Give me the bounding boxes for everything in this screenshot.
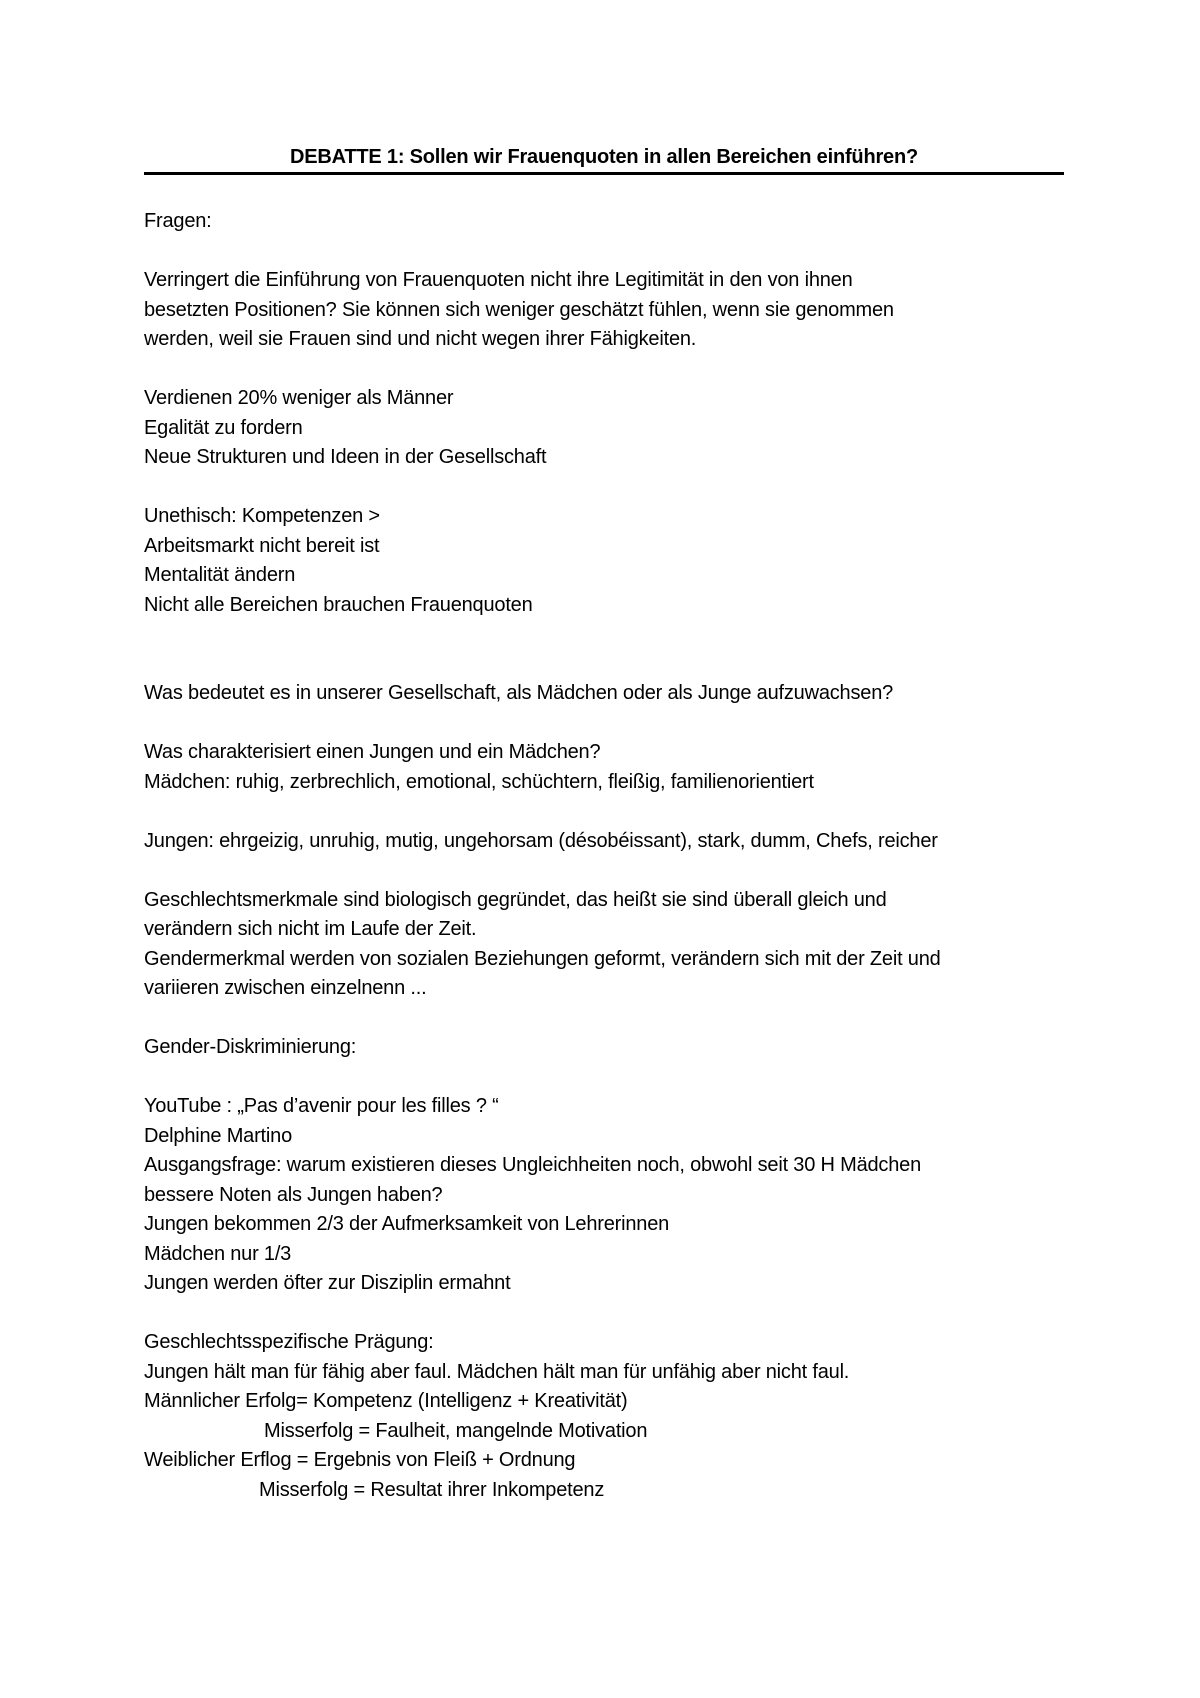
paragraph-line: verändern sich nicht im Laufe der Zeit.: [144, 918, 477, 940]
paragraph-line: werden, weil sie Frauen sind und nicht wegen ihrer Fähigkeiten.: [144, 328, 697, 350]
characterization-question: Was charakterisiert einen Jungen und ein Mädchen?: [144, 741, 601, 763]
question-growing-up: Was bedeutet es in unserer Gesellschaft, als Mädchen oder als Junge aufzuwachsen?: [144, 682, 894, 704]
list-item: Verdienen 20% weniger als Männer: [144, 387, 454, 409]
contra-points-list: [144, 502, 1084, 620]
boys-traits: Jungen: ehrgeizig, unruhig, mutig, ungehorsam (désobéissant), stark, dumm, Chefs, reicher: [144, 829, 938, 852]
male-success: Männlicher Erfolg= Kompetenz (Intelligenz + Kreativität): [144, 1390, 628, 1412]
list-item: bessere Noten als Jungen haben?: [144, 1183, 443, 1206]
list-item: Delphine Martino: [144, 1124, 292, 1147]
shaping-block: [144, 1328, 1084, 1505]
document-body: [144, 207, 1084, 1505]
list-item: YouTube : „Pas d’avenir pour les filles ? “: [144, 1095, 499, 1117]
paragraph-line: Geschlechtsmerkmale sind biologisch gegründet, das heißt sie sind überall gleich und: [144, 888, 887, 911]
list-item: Unethisch: Kompetenzen >: [144, 505, 380, 527]
youtube-notes: [144, 1092, 1084, 1299]
list-item: Mädchen nur 1/3: [144, 1242, 292, 1265]
paragraph-line: besetzten Positionen? Sie können sich weniger geschätzt fühlen, wenn sie genommen: [144, 298, 894, 321]
characterization-block: [144, 738, 1084, 856]
list-item: Mentalität ändern: [144, 564, 296, 586]
legitimacy-paragraph: [144, 266, 1084, 355]
female-success: Weiblicher Erflog = Ergebnis von Fleiß + Ordnung: [144, 1449, 576, 1471]
male-failure: Misserfolg = Faulheit, mangelnde Motivation: [264, 1419, 648, 1442]
paragraph-line: variieren zwischen einzelnenn ...: [144, 977, 427, 999]
title-underline: [144, 172, 1064, 175]
list-item: Arbeitsmarkt nicht bereit ist: [144, 534, 380, 557]
list-item: Ausgangsfrage: warum existieren dieses Ungleichheiten noch, obwohl seit 30 H Mädchen: [144, 1154, 921, 1176]
paragraph-line: Gendermerkmal werden von sozialen Beziehungen geformt, verändern sich mit der Zeit und: [144, 947, 941, 970]
paragraph-line: Verringert die Einführung von Frauenquoten nicht ihre Legitimität in den von ihnen: [144, 269, 853, 291]
list-item: Jungen bekommen 2/3 der Aufmerksamkeit von Lehrerinnen: [144, 1213, 670, 1235]
shaping-summary: Jungen hält man für fähig aber faul. Mädchen hält man für unfähig aber nicht faul.: [144, 1360, 850, 1383]
sex-gender-paragraph: [144, 886, 1084, 1004]
list-item: Nicht alle Bereichen brauchen Frauenquoten: [144, 593, 533, 616]
female-failure: Misserfolg = Resultat ihrer Inkompetenz: [259, 1478, 605, 1501]
shaping-heading: Geschlechtsspezifische Prägung:: [144, 1331, 434, 1353]
list-item: Egalität zu fordern: [144, 416, 303, 439]
girls-traits: Mädchen: ruhig, zerbrechlich, emotional, schüchtern, fleißig, familienorientiert: [144, 770, 814, 793]
list-item: Jungen werden öfter zur Disziplin ermahnt: [144, 1272, 511, 1294]
discrimination-heading: Gender-Diskriminierung:: [144, 1036, 357, 1058]
pro-points-list: [144, 384, 1084, 473]
list-item: Neue Strukturen und Ideen in der Gesellschaft: [144, 446, 547, 468]
page-title: DEBATTE 1: Sollen wir Frauenquoten in allen Bereichen einführen?: [289, 146, 919, 168]
fragen-heading: Fragen:: [144, 210, 212, 232]
